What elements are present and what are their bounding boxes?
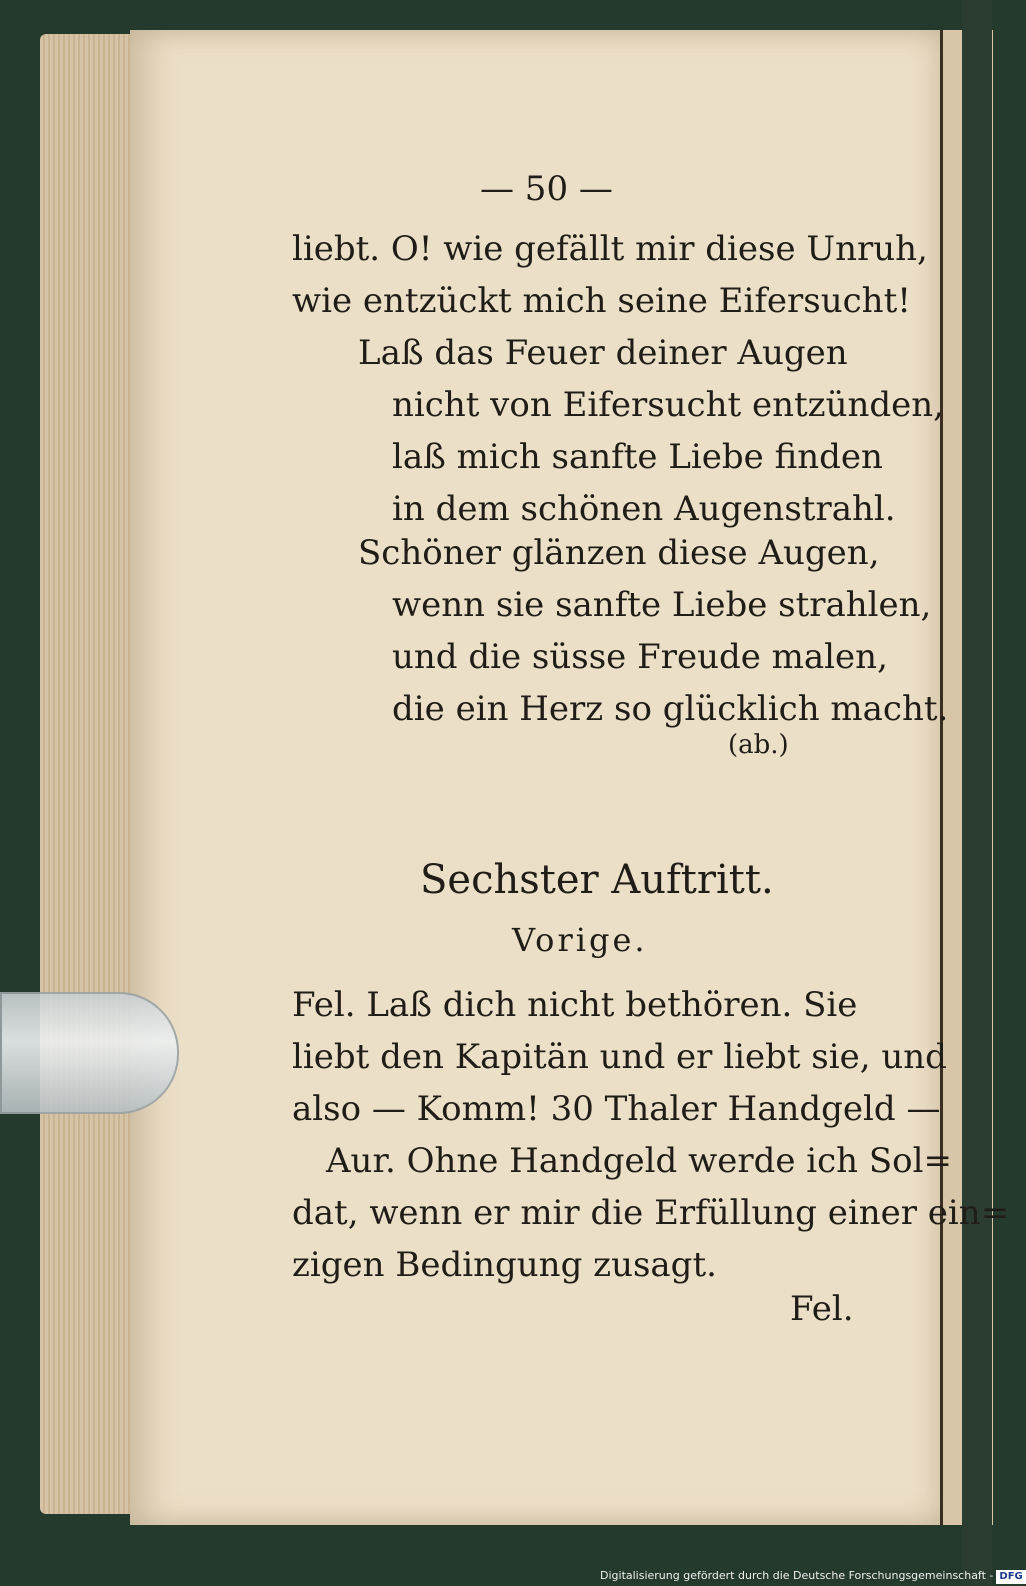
dialogue-line: zigen Bedingung zusagt. — [292, 1245, 717, 1285]
dialogue-line: Fel. Laß dich nicht bethören. Sie — [292, 985, 858, 1025]
background-right — [962, 0, 992, 1586]
verse-line: und die süsse Freude malen, — [392, 637, 888, 677]
dialogue-line: liebt den Kapitän und er liebt sie, und — [292, 1037, 947, 1077]
verse-line: Schöner glänzen diese Augen, — [358, 533, 880, 573]
scene-heading: Sechster Auftritt. — [420, 857, 774, 903]
verse-line: in dem schönen Augenstrahl. — [392, 489, 896, 529]
verse-line: wenn sie sanfte Liebe strahlen, — [392, 585, 932, 625]
verse-line: nicht von Eifersucht entzünden, — [392, 385, 944, 425]
text-line: wie entzückt mich seine Eifersucht! — [292, 281, 911, 321]
dialogue-line: also — Komm! 30 Thaler Handgeld — — [292, 1089, 941, 1129]
verse-line: Laß das Feuer deiner Augen — [358, 333, 848, 373]
cast-line: Vorige. — [512, 921, 648, 959]
verse-line: die ein Herz so glücklich macht. — [392, 689, 949, 729]
dialogue-line: Aur. Ohne Handgeld werde ich Sol= — [326, 1141, 953, 1181]
verse-line: laß mich sanfte Liebe finden — [392, 437, 883, 477]
page-clip — [0, 992, 179, 1114]
dialogue-line: dat, wenn er mir die Erfüllung einer ein= — [292, 1193, 1010, 1233]
dfg-logo: DFG — [996, 1570, 1025, 1584]
credit-text: Digitalisierung gefördert durch die Deutsche Forschungsgemeinschaft - — [600, 1569, 994, 1582]
stage-direction: (ab.) — [728, 730, 789, 760]
catchword: Fel. — [790, 1289, 854, 1329]
text-line: liebt. O! wie gefällt mir diese Unruh, — [292, 229, 928, 269]
page-number-header: — 50 — — [480, 169, 613, 209]
digitization-credit — [600, 1566, 1023, 1586]
